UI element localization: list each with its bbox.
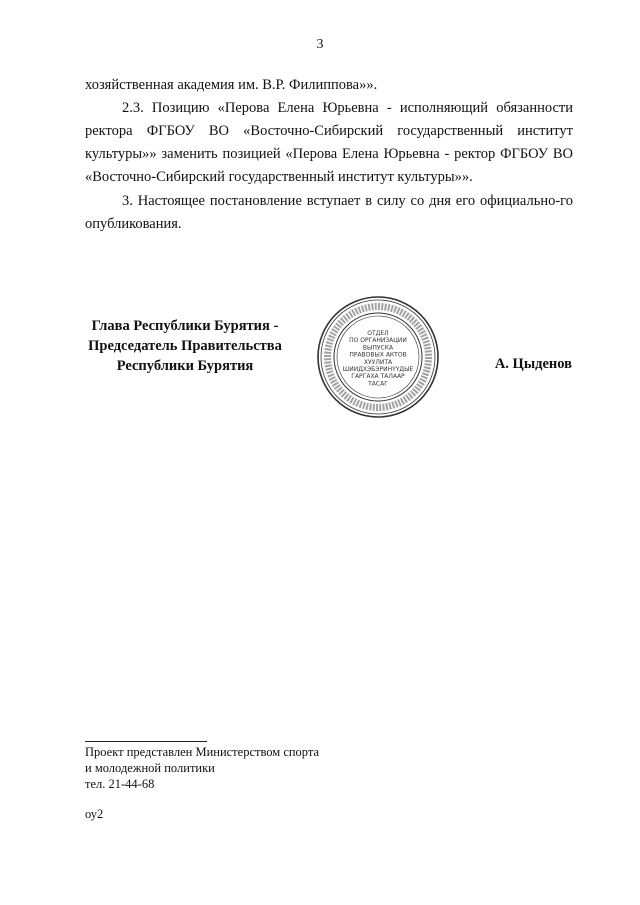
footer-line1: Проект представлен Министерством спорта — [85, 745, 320, 759]
signer-title-line1: Глава Республики Бурятия - — [91, 318, 279, 334]
document-code: оу2 — [85, 807, 104, 821]
footer-divider — [85, 741, 207, 742]
paragraph-continuation: хозяйственная академия им. В.Р. Филиппова»». — [85, 77, 378, 93]
footer-note — [85, 744, 319, 792]
body-text-block-2 — [85, 190, 573, 236]
paragraph-item-3: 3. Настоящее постановление вступает в силу со дня его официально-го опубликования. — [85, 193, 573, 232]
footer-line3: тел. 21-44-68 — [85, 777, 155, 791]
seal-text-line: ХУУЛИТА — [363, 358, 393, 366]
signer-title-line2: Председатель Правительства — [88, 338, 282, 354]
signer-title-line3: Республики Бурятия — [116, 358, 254, 374]
seal-text-line: ГАРГАХА ТАЛААР — [351, 373, 405, 381]
signer-title — [85, 316, 285, 376]
page-number: 3 — [316, 37, 324, 52]
seal-text-line: ПРАВОВЫХ АКТОВ — [349, 351, 407, 359]
body-text-block — [85, 74, 573, 189]
seal-text-line: ШИИДХЭБЭРИНҮҮДЫЕ — [342, 366, 414, 373]
footer-line2: и молодежной политики — [85, 761, 215, 775]
paragraph-item-2-3: 2.3. Позицию «Перова Елена Юрьевна - исполняющий обязанности ректора ФГБОУ ВО «Восточно-Сибирский государственный институт культуры»» заменить позицией «Перова Елена Юрьевна - ректор ФГБОУ ВО «Восточно-Сибирский государственный институт культуры»». — [85, 100, 573, 185]
seal-text-line: ПО ОРГАНИЗАЦИИ — [349, 337, 407, 345]
seal-text-line: ОТДЕЛ — [367, 330, 389, 337]
seal-text-line: ТАСАГ — [368, 380, 388, 388]
seal-text-line: ВЫПУСКА — [362, 344, 394, 352]
signer-name: А. Цыденов — [494, 356, 572, 372]
official-seal — [316, 295, 440, 419]
